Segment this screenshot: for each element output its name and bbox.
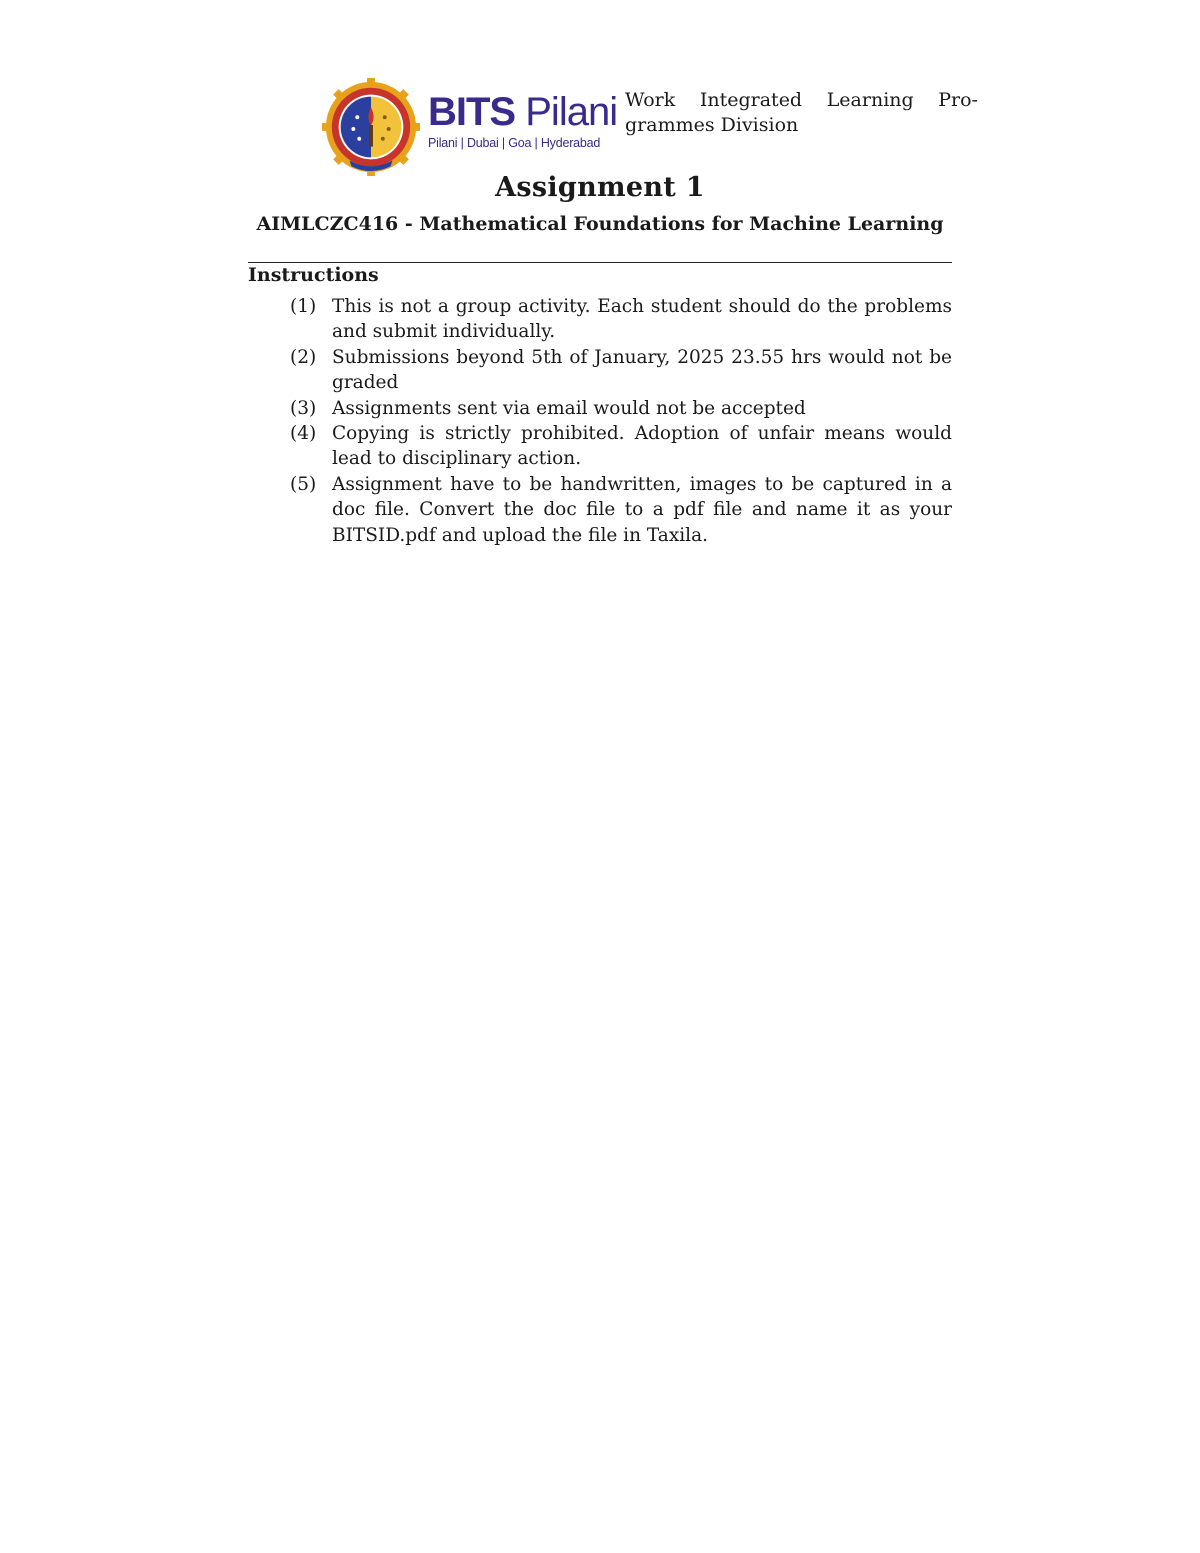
division-word: Integrated — [699, 89, 803, 111]
brand-name-light: Pilani — [525, 90, 618, 134]
list-item-text: Copying is strictly prohibited. Adoption of unfair means would lead to disciplinary action. — [332, 423, 952, 470]
brand-logo — [428, 90, 618, 150]
bits-pilani-seal-icon — [322, 78, 420, 176]
list-item — [290, 472, 952, 548]
list-item-number: (5) — [290, 473, 317, 495]
division-word: Learning — [826, 89, 914, 111]
list-item-text: Assignment have to be handwritten, images to be captured in a doc file. Convert the doc file to a pdf file and name it as your BITSID.pdf and upload the file in Taxila. — [332, 473, 952, 546]
division-word: Pro- — [938, 89, 978, 111]
division-line-1 — [625, 88, 978, 113]
course-title: AIMLCZC416 - Mathematical Foundations for Machine Learning — [256, 213, 944, 235]
division-name — [625, 88, 978, 138]
header — [322, 78, 978, 178]
brand-campuses: Pilani | Dubai | Goa | Hyderabad — [428, 136, 601, 150]
list-item-text: This is not a group activity. Each student should do the problems and submit individually. — [332, 296, 952, 343]
list-item-number: (3) — [290, 397, 317, 419]
list-item-number: (4) — [290, 423, 317, 445]
document-title: Assignment 1 — [495, 172, 705, 203]
list-item-text: Submissions beyond 5th of January, 2025 23.55 hrs would not be graded — [332, 346, 952, 394]
list-item — [290, 421, 952, 472]
division-word: Work — [625, 89, 676, 111]
list-item-text: Assignments sent via email would not be accepted — [332, 397, 806, 419]
list-item-number: (1) — [290, 296, 317, 317]
instructions-heading: Instructions — [248, 264, 379, 286]
divider — [248, 262, 952, 263]
list-item — [290, 396, 952, 421]
division-line-2: grammes Division — [625, 114, 799, 136]
list-item — [290, 294, 952, 345]
list-item — [290, 345, 952, 396]
brand-name-bold: BITS — [428, 90, 516, 134]
instructions-list — [290, 294, 952, 548]
brand-name — [428, 90, 618, 134]
list-item-number: (2) — [290, 346, 317, 368]
